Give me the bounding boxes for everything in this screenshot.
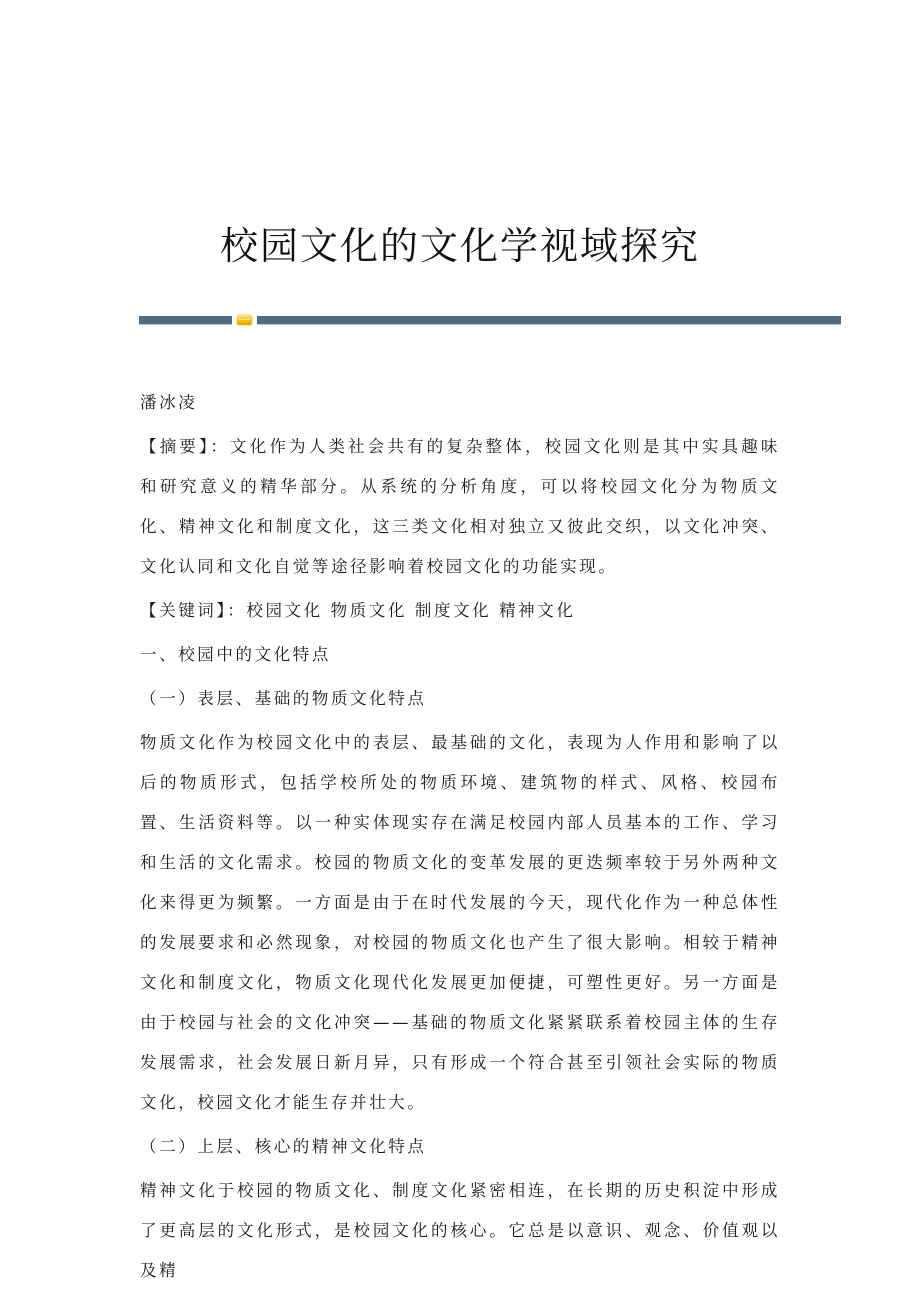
document-title: 校园文化的文化学视域探究 xyxy=(219,224,700,269)
paragraph: 精神文化于校园的物质文化、制度文化紧密相连，在长期的历史积淀中形成了更高层的文化形式，是校园文化的核心。它总是以意识、观念、价值观以及精 xyxy=(140,1181,780,1280)
section-heading: 一、校园中的文化特点 xyxy=(140,645,331,664)
divider-left-segment xyxy=(139,316,232,324)
title-divider xyxy=(139,315,841,325)
subsection-heading: （二）上层、核心的精神文化特点 xyxy=(140,1137,427,1156)
document-body xyxy=(140,383,780,1295)
author: 潘冰凌 xyxy=(140,393,198,412)
subsection-heading: （一）表层、基础的物质文化特点 xyxy=(140,689,427,708)
abstract: 【摘要】：文化作为人类社会共有的复杂整体，校园文化则是其中实具趣味和研究意义的精华部分。从系统的分析角度，可以将校园文化分为物质文化、精神文化和制度文化，这三类文化相对独立又彼此交织，以文化冲突、文化认同和文化自觉等途径影响着校园文化的功能实现。 xyxy=(140,437,780,576)
paragraph: 物质文化作为校园文化中的表层、最基础的文化，表现为人作用和影响了以后的物质形式，包括学校所处的物质环境、建筑物的样式、风格、校园布置、生活资料等。以一种实体现实存在满足校园内部人员基本的工作、学习和生活的文化需求。校园的物质文化的变革发展的更迭频率较于另外两种文化来得更为频繁。一方面是由于在时代发展的今天，现代化作为一种总体性的发展要求和必然现象，对校园的物质文化也产生了很大影响。相较于精神文化和制度文化，物质文化现代化发展更加便捷，可塑性更好。另一方面是由于校园与社会的文化冲突——基础的物质文化紧紧联系着校园主体的生存发展需求，社会发展日新月异，只有形成一个符合甚至引领社会实际的物质文化，校园文化才能生存并壮大。 xyxy=(140,733,780,1112)
divider-gold-ornament-icon xyxy=(237,315,252,325)
divider-right-segment xyxy=(257,316,841,324)
keywords: 【关键词】：校园文化 物质文化 制度文化 精神文化 xyxy=(140,601,576,620)
